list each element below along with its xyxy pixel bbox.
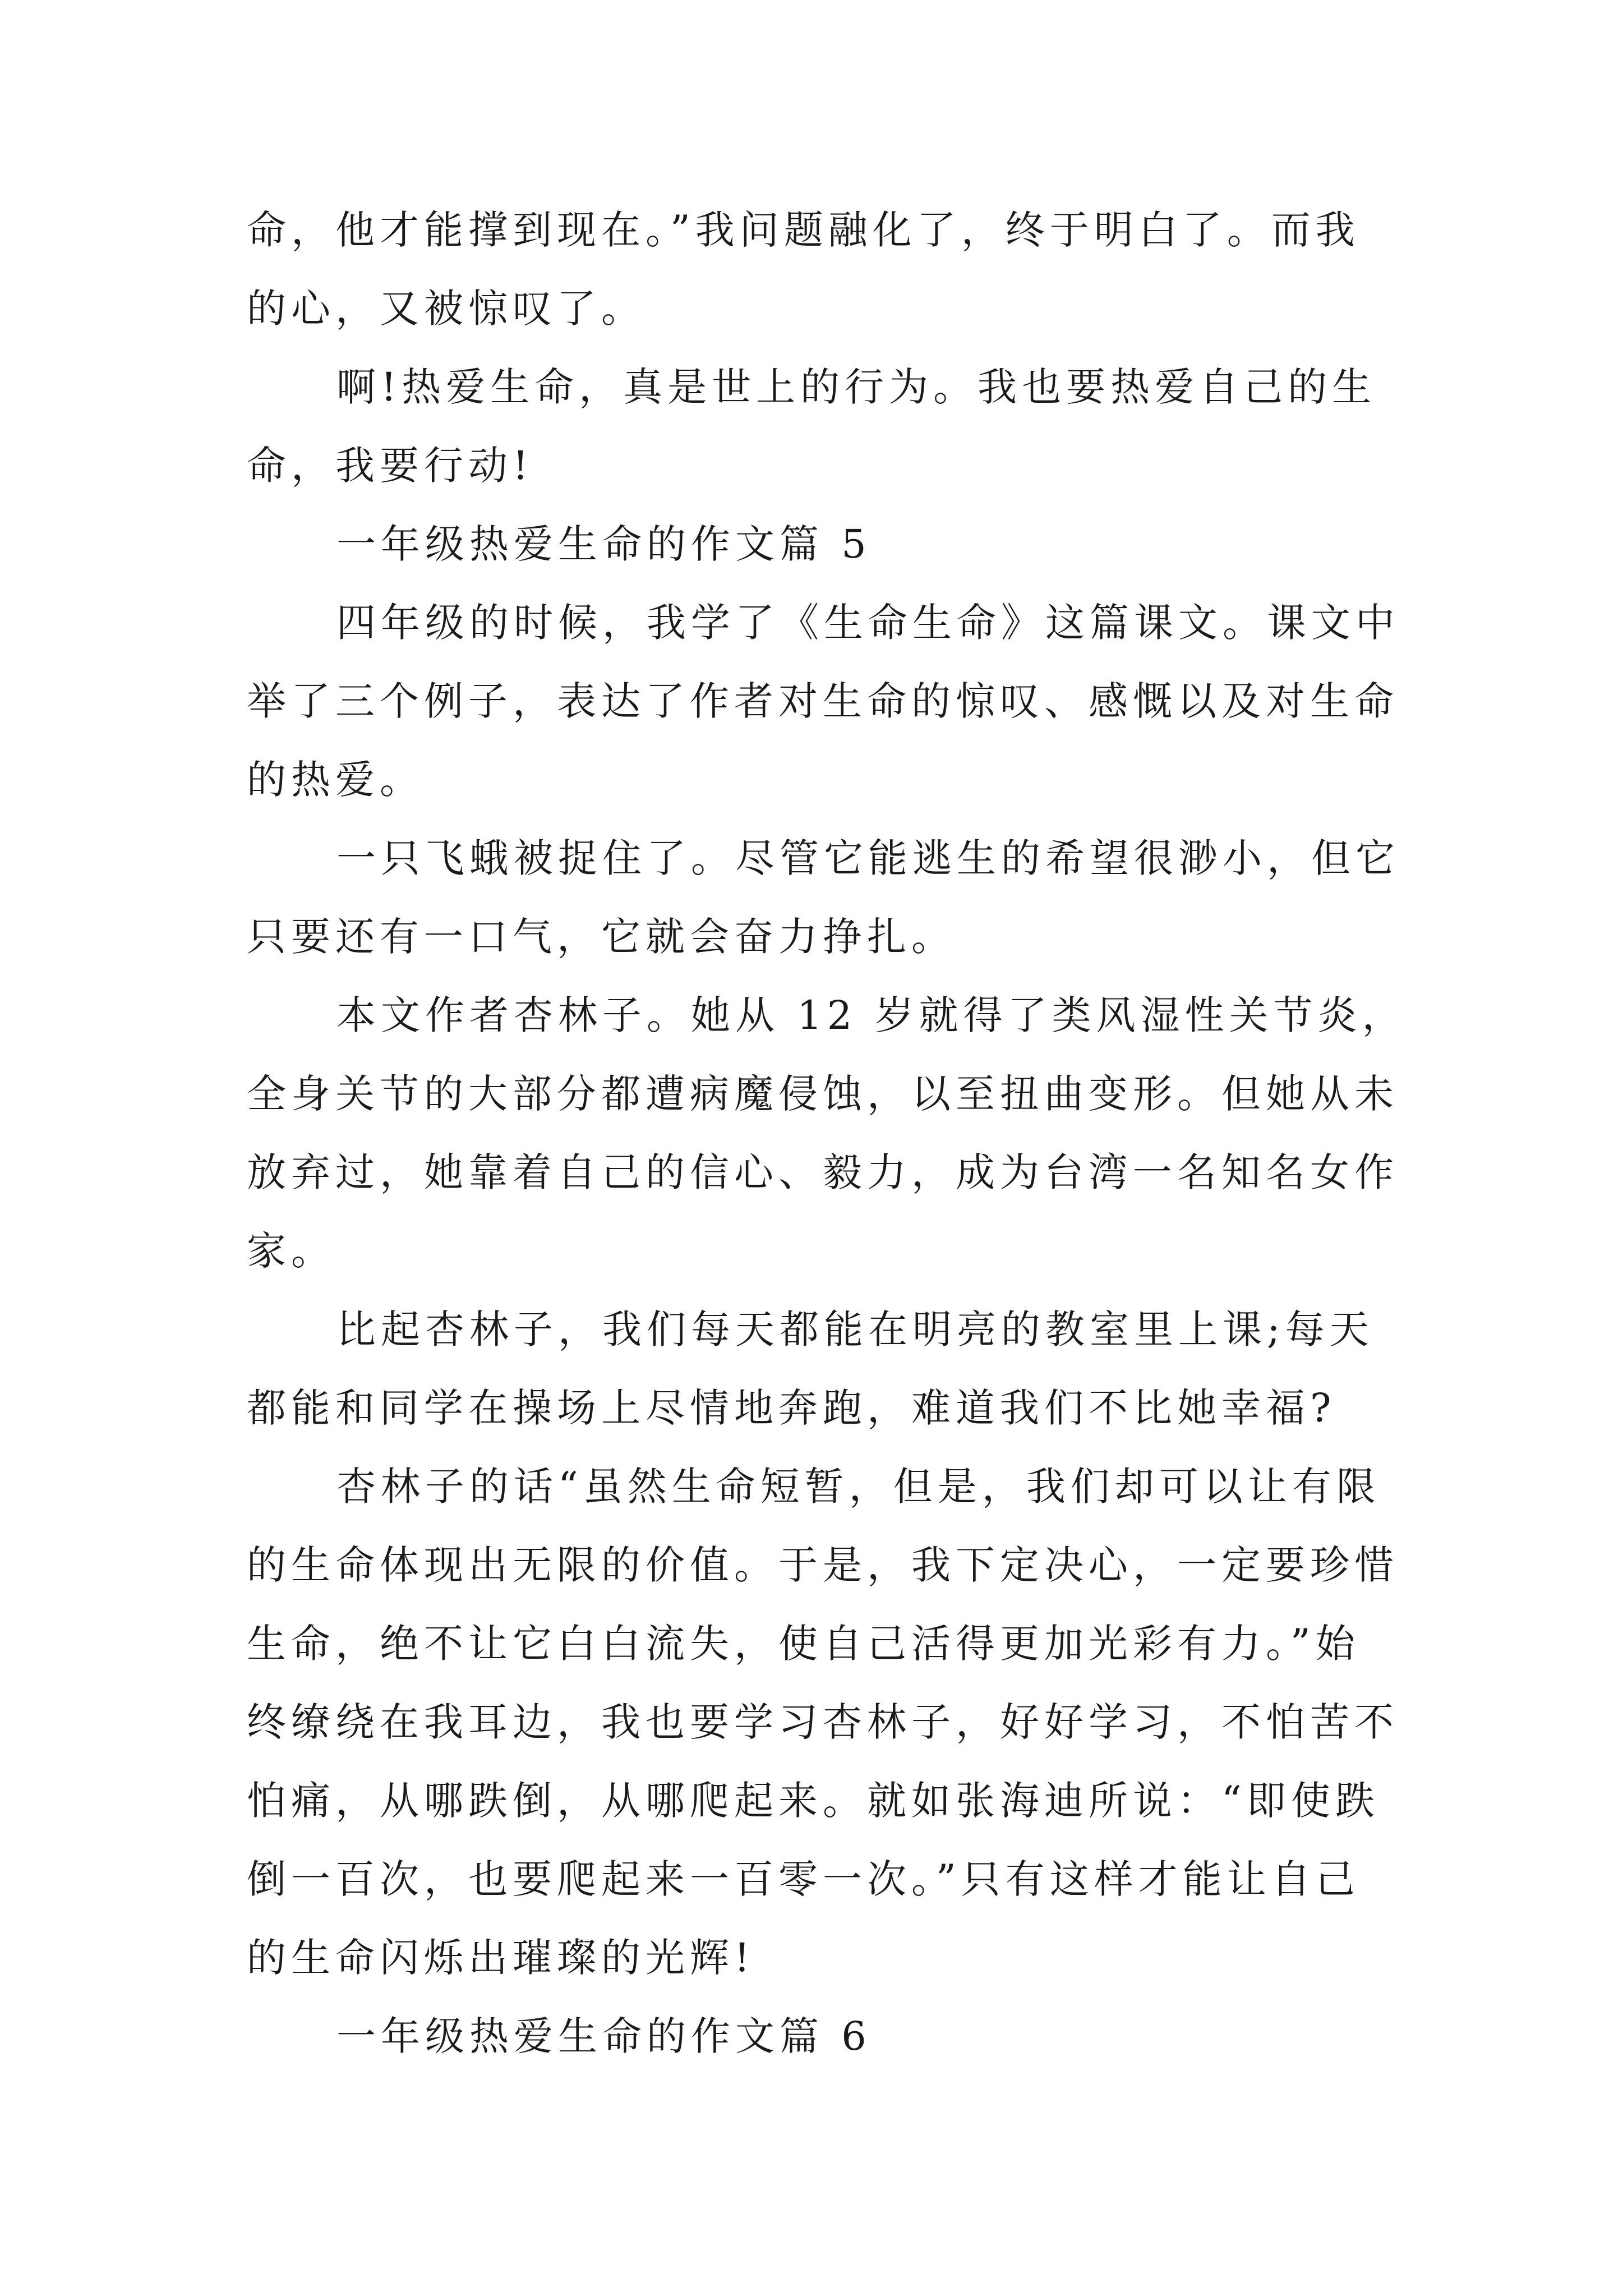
text-line: 的生命体现出无限的价值。于是，我下定决心，一定要珍惜	[247, 1542, 1399, 1588]
text-line: 命，我要行动!	[247, 443, 534, 489]
text-line: 只要还有一口气，它就会奋力挣扎。	[247, 914, 956, 960]
text-line: 一只飞蛾被捉住了。尽管它能逃生的希望很渺小，但它	[336, 835, 1400, 881]
text-line: 啊!热爱生命，真是世上的行为。我也要热爱自己的生	[336, 364, 1377, 410]
text-line: 的热爱。	[247, 757, 424, 803]
section-heading: 一年级热爱生命的作文篇 5	[336, 521, 872, 567]
text-line: 终缭绕在我耳边，我也要学习杏林子，好好学习，不怕苦不	[247, 1699, 1399, 1745]
text-line: 杏林子的话“虽然生命短暂，但是，我们却可以让有限	[336, 1464, 1381, 1510]
text-line: 本文作者杏林子。她从 12 岁就得了类风湿性关节炎，	[336, 992, 1407, 1038]
text-line: 生命，绝不让它白白流失，使自己活得更加光彩有力。”始	[247, 1621, 1360, 1667]
section-heading: 一年级热爱生命的作文篇 6	[336, 2013, 872, 2059]
text-line: 四年级的时候，我学了《生命生命》这篇课文。课文中	[336, 600, 1400, 646]
essay-text-column	[247, 191, 1407, 2076]
text-line: 怕痛，从哪跌倒，从哪爬起来。就如张海迪所说：“即使跌	[247, 1778, 1380, 1824]
text-line: 的心，又被惊叹了。	[247, 286, 645, 332]
text-line: 放弃过，她靠着自己的信心、毅力，成为台湾一名知名女作	[247, 1149, 1399, 1195]
text-line: 倒一百次，也要爬起来一百零一次。”只有这样才能让自己	[247, 1856, 1360, 1902]
text-line: 命，他才能撑到现在。”我问题融化了，终于明白了。而我	[247, 207, 1360, 253]
text-line: 家。	[247, 1228, 335, 1274]
text-line: 比起杏林子，我们每天都能在明亮的教室里上课;每天	[336, 1306, 1374, 1352]
text-line: 都能和同学在操场上尽情地奔跑，难道我们不比她幸福?	[247, 1385, 1336, 1431]
text-line: 举了三个例子，表达了作者对生命的惊叹、感慨以及对生命	[247, 678, 1399, 724]
text-line: 全身关节的大部分都遭病魔侵蚀，以至扭曲变形。但她从未	[247, 1071, 1399, 1117]
text-line: 的生命闪烁出璀璨的光辉!	[247, 1935, 755, 1981]
